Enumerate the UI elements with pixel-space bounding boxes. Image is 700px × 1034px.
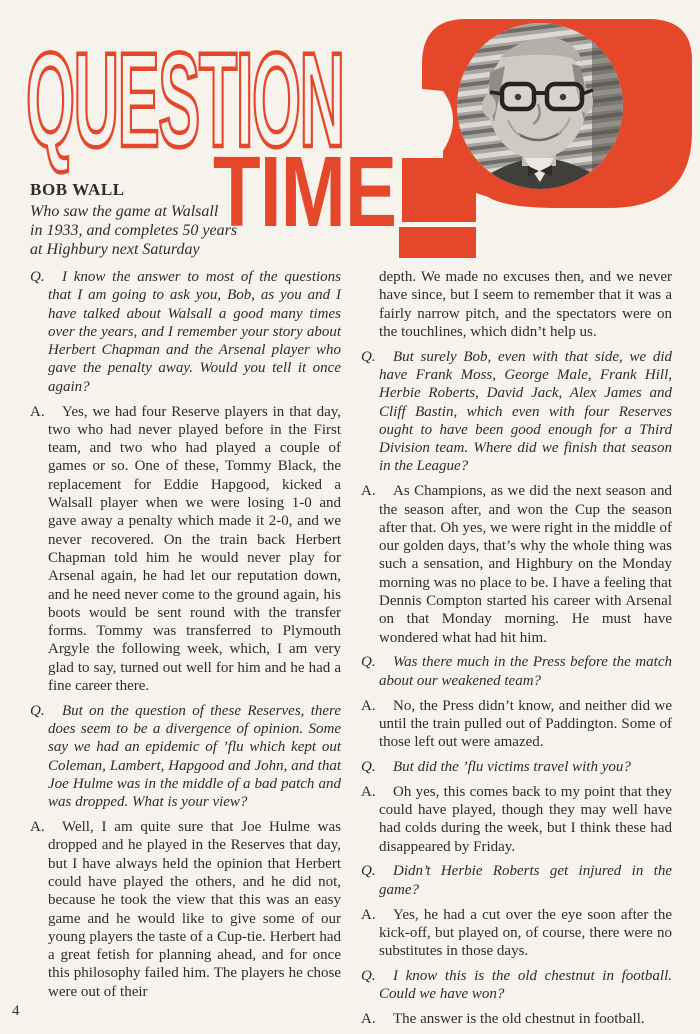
speaker-label: Q. — [361, 348, 376, 365]
qa-paragraph: A. Oh yes, this comes back to my point that they could have played, though they may well have had colds during the week, but I think these had disappeared by Friday. — [361, 783, 672, 855]
byline-line: Who saw the game at Walsall — [30, 203, 219, 220]
byline-description — [30, 202, 280, 259]
speaker-label: A. — [361, 483, 376, 500]
speaker-label: Q. — [30, 702, 45, 719]
speaker-label: A. — [30, 403, 45, 420]
qa-paragraph: Q. I know the answer to most of the questions that I am going to ask you, Bob, as you and I have talked about Walsall a good many times over the years, and I remember your story about Herbert Chapman and the Arsenal player who gave the penalty away. Would you tell it once again? — [30, 269, 341, 395]
question-mark-dot — [399, 227, 476, 258]
speaker-label: A. — [30, 819, 45, 836]
speaker-label: Q. — [30, 269, 45, 285]
page-number: 4 — [12, 1003, 20, 1019]
speaker-label: A. — [361, 783, 376, 800]
qa-paragraph: A. No, the Press didn’t know, and neither did we until the train pulled out of Paddington. Some of those left out were amazed. — [361, 697, 672, 751]
qa-paragraph: Q. But did the ’flu victims travel with you? — [361, 758, 631, 775]
qa-paragraph: depth. We made no excuses then, and we never have since, but I seem to remember that it was a fairly narrow pitch, and the spectators were on the touchlines, which didn’t help us. — [379, 269, 672, 340]
qa-paragraph: A. The answer is the old chestnut in football. — [361, 1010, 645, 1027]
speaker-label: Q. — [361, 758, 376, 775]
page-title-question: QUESTION — [26, 26, 344, 175]
qa-paragraph: Q. Didn’t Herbie Roberts get injured in the game? — [361, 863, 672, 898]
qa-paragraph: A. Yes, he had a cut over the eye soon after the kick-off, but played on, of course, there were no substitutes in those days. — [361, 906, 672, 960]
qa-paragraph: Q. But surely Bob, even with that side, we did have Frank Moss, George Male, Frank Hill, Herbie Roberts, David Jack, Alex James and Cliff Bastin, which even with four Reserves ought to have been good enough for a Third Division team. Where did we finish that season in the League? — [361, 348, 672, 475]
speaker-label: A. — [361, 697, 376, 714]
article-column-right — [361, 268, 672, 1034]
byline-name: BOB WALL — [30, 180, 125, 199]
speaker-label: Q. — [361, 967, 376, 984]
qa-paragraph: A. Well, I am quite sure that Joe Hulme was dropped and he played in the Reserves that day, but I have always held the opinion that Herbert could have played the others, and he did not, because he took the view that this was an easy game and he would like to give some of our young players the taste of a Cup-tie. Herbert had a great fetish for planning ahead, and for once this philosophy failed him. The players he chose were out of their — [30, 819, 341, 1000]
speaker-label: Q. — [361, 863, 376, 880]
speaker-label: Q. — [361, 654, 376, 671]
byline — [30, 180, 280, 259]
byline-line: in 1933, and completes 50 years — [30, 222, 238, 239]
qa-paragraph: A. As Champions, as we did the next season and the season after, and won the Cup the season after that. Oh yes, we were right in the middle of our golden days, that’s why the whole thing was such a sensation, and Highbury on the Monday morning was no place to be. I have a feeling that Dennis Compton started his career with Arsenal on that Monday morning. He must have wondered what had hit him. — [361, 483, 672, 646]
byline-line: at Highbury next Saturday — [30, 241, 200, 258]
qa-paragraph: A. Yes, we had four Reserve players in that day, two who had never played before in the First team, and two who had played a couple of games or so. One of these, Tommy Black, the replacement for Eddie Hapgood, kicked a Walsall player when we were losing 1-0 and gave away a penalty which made it 2-0, and we never recovered. On the train back Herbert Chapman told him he would never play for Arsenal again, he had let our reputation down, and he need never come to the ground again, his boots would be sent round with the transfer forms. Tommy was transferred to Plymouth Argyle the following week, which, I am very glad to say, turned out well for him and he had a fine career there. — [30, 403, 341, 695]
page-title-time: TIME — [213, 136, 397, 248]
article-body — [30, 268, 672, 1034]
speaker-label: A. — [361, 1010, 376, 1027]
qa-paragraph: Q. I know this is the old chestnut in football. Could we have won? — [361, 967, 672, 1003]
qa-paragraph: Q. But on the question of these Reserves, there does seem to be a divergence of opinion. Some say we had an epidemic of ’flu which kept out Coleman, Lambert, Hapgood and John, and that Joe Hulme was in the middle of a bad patch and was dropped. What is your view? — [30, 702, 341, 811]
qa-paragraph: Q. Was there much in the Press before the match about our weakened team? — [361, 654, 672, 689]
article-column-left — [30, 268, 341, 1034]
speaker-label: A. — [361, 906, 376, 923]
